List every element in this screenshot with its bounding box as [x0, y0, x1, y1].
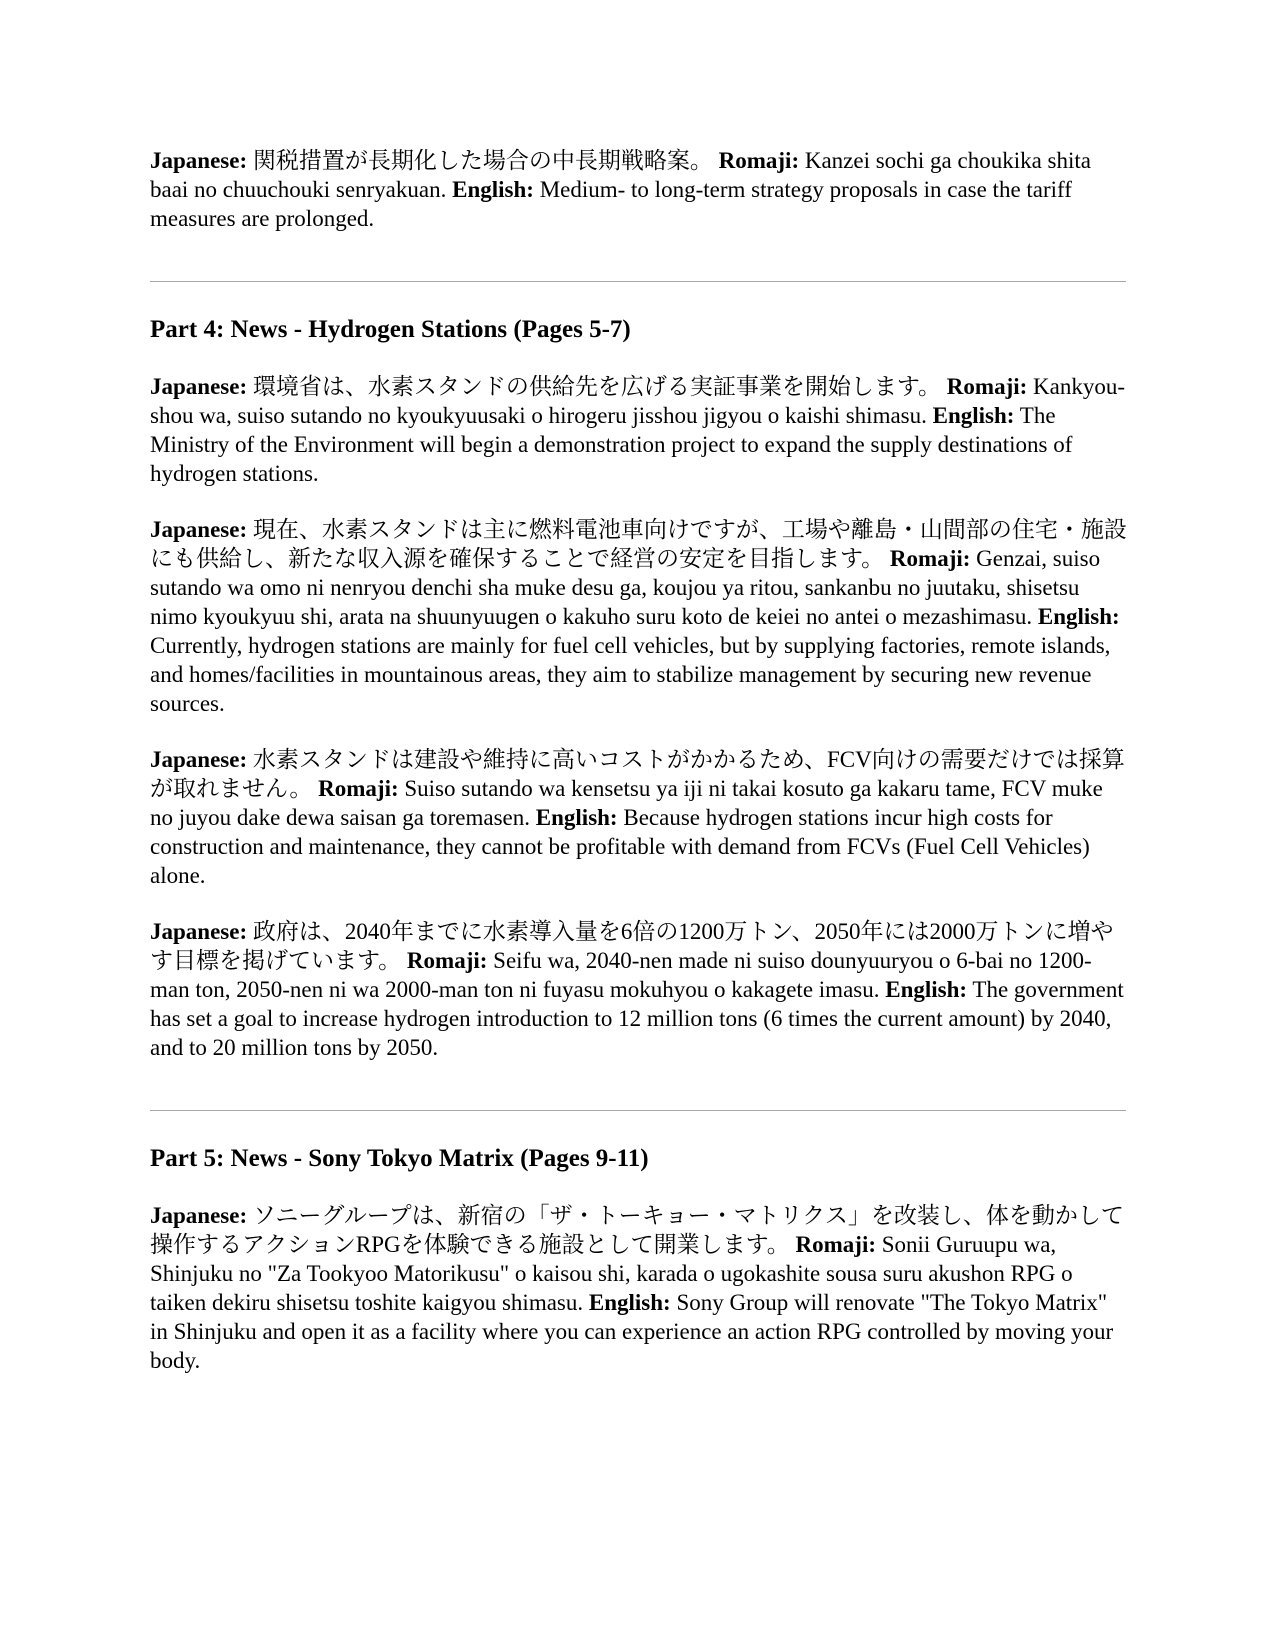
part5-heading: Part 5: News - Sony Tokyo Matrix (Pages 9-11)	[150, 1145, 649, 1172]
english-text: Sony Group will renovate "The Tokyo Matrix" in Shinjuku and open it as a facility where you can experience an action RPG controlled by moving your body.	[150, 1290, 1114, 1373]
romaji-text: Sonii Guruupu wa, Shinjuku no "Za Tookyoo Matorikusu" o kaisou shi, karada o ugokashite sousa suru akushon RPG o taiken dekiru shisetsu toshite kaigyou shimasu.	[150, 1232, 1073, 1315]
part4-heading: Part 4: News - Hydrogen Stations (Pages 5-7)	[150, 316, 631, 343]
romaji-text: Genzai, suiso sutando wa omo ni nenryou denchi sha muke desu ga, koujou ya ritou, sankanbu no juutaku, shisetsu nimo kyoukyuu shi, arata na shuunyuugen o kakuho suru koto de keiei no antei o mezashimasu.	[150, 546, 1101, 629]
japanese-label: Japanese:	[150, 517, 248, 542]
romaji-label: Romaji:	[795, 1232, 876, 1257]
romaji-text: Suiso sutando wa kensetsu ya iji ni takai kosuto ga kakaru tame, FCV muke no juyou dake dewa saisan ga toremasen.	[150, 776, 1103, 830]
japanese-label: Japanese:	[150, 919, 248, 944]
english-label: English:	[452, 177, 534, 202]
romaji-label: Romaji:	[718, 148, 800, 173]
romaji-text: Kanzei sochi ga choukika shita baai no chuuchouki senryakuan.	[150, 148, 1091, 202]
japanese-text: 水素スタンドは建設や維持に高いコストがかかるため、FCV向けの需要だけでは採算が取れません。	[150, 747, 1125, 801]
japanese-text: ソニーグループは、新宿の「ザ・トーキョー・マトリクス」を改装し、体を動かして操作するアクションRPGを体験できる施設として開業します。	[150, 1203, 1124, 1257]
romaji-label: Romaji:	[318, 776, 399, 801]
japanese-label: Japanese:	[150, 374, 248, 399]
romaji-label: Romaji:	[406, 948, 488, 973]
japanese-label: Japanese:	[150, 747, 248, 772]
entry-hydrogen-1	[150, 372, 1130, 488]
entry-hydrogen-4	[150, 917, 1130, 1062]
english-label: English:	[885, 977, 968, 1002]
romaji-text: Seifu wa, 2040-nen made ni suiso dounyuuryou o 6-bai no 1200-man ton, 2050-nen ni wa 2000-man ton ni fuyasu mokuhyou o kakagete imasu.	[150, 948, 1092, 1002]
section-divider	[150, 1110, 1126, 1111]
entry-hydrogen-3	[150, 745, 1130, 890]
entry-sony-1	[150, 1201, 1130, 1375]
english-label: English:	[535, 805, 618, 830]
section-divider	[150, 281, 1126, 282]
japanese-label: Japanese:	[150, 148, 248, 173]
english-label: English:	[588, 1290, 671, 1315]
english-text: The Ministry of the Environment will begin a demonstration project to expand the supply destinations of hydrogen stations.	[150, 403, 1073, 486]
english-label: English:	[932, 403, 1015, 428]
japanese-label: Japanese:	[150, 1203, 248, 1228]
english-text: Currently, hydrogen stations are mainly for fuel cell vehicles, but by supplying factories, remote islands, and homes/facilities in mountainous areas, they aim to stabilize management by securing new revenue sources.	[150, 633, 1111, 716]
document-page	[150, 146, 1130, 1375]
japanese-text: 現在、水素スタンドは主に燃料電池車向けですが、工場や離島・山間部の住宅・施設にも供給し、新たな収入源を確保することで経営の安定を目指します。	[150, 517, 1127, 571]
japanese-text: 環境省は、水素スタンドの供給先を広げる実証事業を開始します。	[252, 374, 942, 399]
japanese-text: 政府は、2040年までに水素導入量を6倍の1200万トン、2050年には2000万トンに増やす目標を掲げています。	[150, 919, 1114, 973]
entry-hydrogen-2	[150, 515, 1130, 718]
english-text: Medium- to long-term strategy proposals in case the tariff measures are prolonged.	[150, 177, 1072, 231]
english-label: English:	[1037, 604, 1120, 629]
romaji-label: Romaji:	[946, 374, 1028, 399]
romaji-text: Kankyou-shou wa, suiso sutando no kyoukyuusaki o hirogeru jisshou jigyou o kaishi shimasu.	[150, 374, 1126, 428]
english-text: The government has set a goal to increase hydrogen introduction to 12 million tons (6 times the current amount) by 2040, and to 20 million tons by 2050.	[150, 977, 1124, 1060]
romaji-label: Romaji:	[889, 546, 971, 571]
english-text: Because hydrogen stations incur high costs for construction and maintenance, they cannot be profitable with demand from FCVs (Fuel Cell Vehicles) alone.	[150, 805, 1090, 888]
japanese-text: 関税措置が長期化した場合の中長期戦略案。	[252, 148, 713, 173]
entry-tariff-strategy	[150, 146, 1130, 233]
